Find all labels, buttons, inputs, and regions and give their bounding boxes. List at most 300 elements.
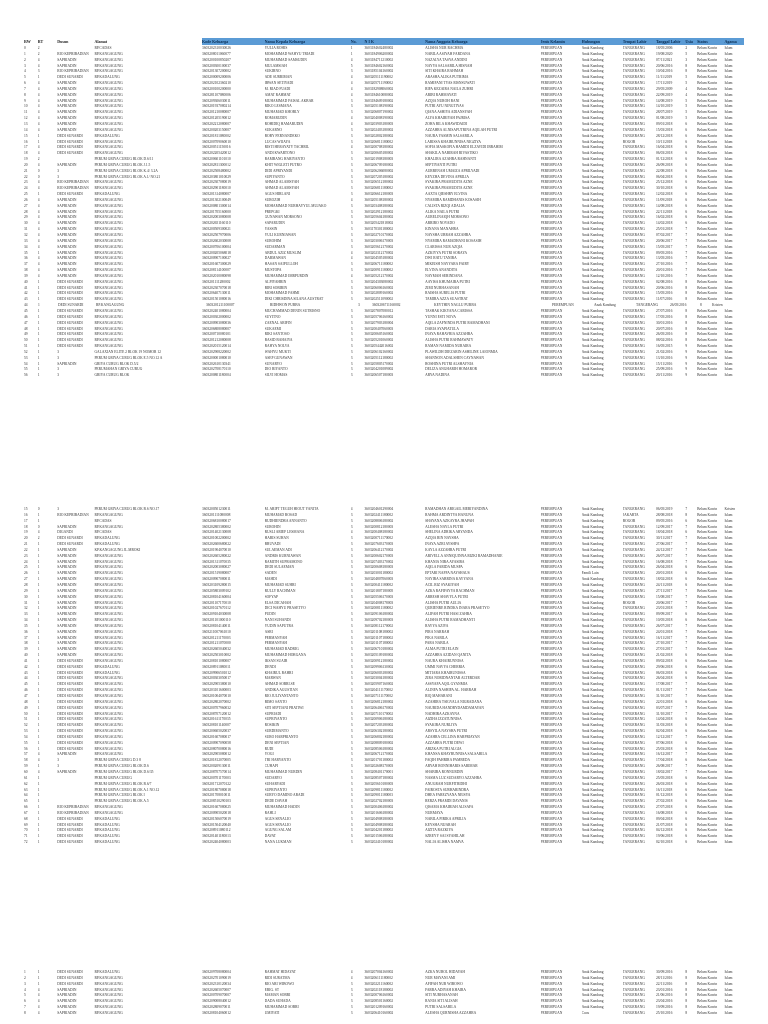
cell-tanggal-lahir: 16/02/2018 [656,215,673,220]
cell-nama-anggota-keluarga: CLARISSA NUR AZQIA [425,244,463,249]
cell-nama-anggota-keluarga: PUTRI AYU NINGTIYAS [425,104,464,109]
cell-usia: 7 [685,641,688,646]
cell-rt: 2 [37,157,40,162]
cell-nama-kepala-keluarga: TRI HARYANTO [264,758,291,763]
cell-tempat-lahir: TANGERANG [622,723,645,728]
cell-rw: 71 [24,834,28,839]
cell-tanggal-lahir: 17/05/2016 [656,314,673,319]
cell-alamat: RP.KANGAGUNG [94,999,123,1004]
cell-hubungan: Anak Kandung [581,86,604,91]
cell-rt: 1 [37,699,40,704]
cell-agama: Islam [724,46,733,50]
cell-dusun: SAPRIADIN [57,635,77,640]
cell-nama-anggota-keluarga: AZZAHRA ALNISAPUTRINA AQILAH PUTRI [425,127,498,132]
cell-agama: Islam [724,145,733,150]
cell-rt: 1 [37,775,40,780]
cell-nik: 3603206711180002 [364,262,393,267]
cell-rw: 38 [24,641,28,646]
cell-status: Belum Kawin [697,145,718,150]
cell-kode-keluarga: 3603202307080019 [202,180,231,185]
cell-status: Belum Kawin [697,262,718,267]
cell-hubungan: Anak Kandung [581,51,604,56]
cell-nama-kepala-keluarga: MUHAMMAD SAMSUDIN [264,57,307,62]
cell-dusun: 3 [57,174,60,179]
cell-no: 3 [350,647,353,652]
cell-no: 3 [350,244,353,249]
cell-rt: 4 [37,238,40,243]
cell-nik: 3603201807180005 [364,588,394,593]
cell-nama-kepala-keluarga: MUHAMMAD SOBRI [264,1005,299,1010]
cell-usia: 6 [685,209,688,214]
cell-agama: Islam [724,110,733,115]
cell-hubungan: Anak Kandung [581,799,604,804]
cell-tanggal-lahir: 30/01/2016 [656,320,673,325]
cell-rw: 33 [24,238,28,243]
cell-rw: 22 [24,547,28,552]
cell-dusun: SAPRIADIN [57,81,77,86]
cell-jenis-kelamin: PEREMPUAN [540,999,563,1004]
cell-jenis-kelamin: PEREMPUAN [540,180,563,185]
cell-nama-anggota-keluarga: AZZAHRA AZIDAN QANITA [425,653,471,658]
cell-agama: Islam [724,63,733,68]
cell-usia: 7 [685,547,688,552]
cell-hubungan: Anak Kandung [581,553,604,558]
cell-nama-kepala-keluarga: HARIS SUHAN [264,536,289,541]
cell-usia: 7 [685,542,688,547]
cell-jenis-kelamin: PEREMPUAN [540,151,563,156]
cell-nik: 3603184609180002 [364,98,394,103]
cell-alamat: RP.KADALUNG [94,834,120,839]
cell-kode-keluarga: 3603206407130011 [202,291,231,296]
cell-kode-keluarga: 3603201314080007 [202,192,231,197]
cell-kode-keluarga: 3603201311070035 [202,559,231,564]
cell-usia: 6 [685,221,688,226]
cell-tanggal-lahir: 08/02/2016 [656,338,673,343]
cell-hubungan: Anak Kandung [581,279,604,284]
cell-hubungan: Anak Kandung [581,559,604,564]
cell-no: 3 [350,676,353,681]
cell-agama: Islam [724,1010,733,1015]
cell-nik: 3603184610080002 [364,92,394,97]
cell-hubungan: Anak Kandung [581,92,604,97]
cell-kode-keluarga: 3603202508480002 [202,168,231,173]
cell-alamat: RP.KADALUNG [94,133,120,138]
cell-hubungan: Anak Kandung [581,139,604,144]
cell-tempat-lahir: TANGERANG [622,186,645,191]
cell-kode-keluarga: 3603201212080008 [202,338,231,343]
cell-agama: Islam [724,588,733,593]
cell-nama-anggota-keluarga: NUR MAYANI AMI [425,975,456,980]
cell-usia: 7 [685,559,688,564]
cell-rt: 1 [37,547,40,552]
cell-nama-kepala-keluarga: MUHAMMAD HORGANA [264,653,307,658]
cell-dusun: RIO KEPRIBADIAN [57,180,89,185]
cell-nik: 3603207004160002 [364,970,394,974]
column-header-hubungan: Hubungan [582,38,623,45]
cell-usia: 6 [685,805,688,810]
cell-jenis-kelamin: PEREMPUAN [540,273,563,278]
cell-rw: 6 [24,999,26,1004]
cell-nama-kepala-keluarga: YULI KURNIAWAN [264,233,297,237]
cell-kode-keluarga: 3603200001080010 [202,355,231,360]
cell-rw: 44 [24,676,28,681]
cell-status: Belum Kawin [697,828,718,833]
cell-tempat-lahir: TANGERANG [622,970,645,974]
cell-agama: Islam [724,553,733,558]
cell-kode-keluarga: 3603208104160004 [202,594,231,599]
cell-nik: 3603204908180002 [364,822,394,827]
cell-nama-anggota-keluarga: TASHAK KIKYANA CARISSA [425,308,473,313]
cell-hubungan: Anak Kandung [581,46,604,50]
cell-rw: 29 [24,588,28,593]
cell-dusun: SAPRIADIN [57,577,77,582]
cell-tempat-lahir: TANGERANG [622,834,645,839]
cell-tanggal-lahir: 26/07/2017 [656,623,673,628]
cell-hubungan: Anak Kandung [581,834,604,839]
cell-rt: 1 [37,658,40,663]
cell-agama: Islam [724,781,733,786]
cell-nama-kepala-keluarga: ADE SURRIMAN [264,75,292,80]
cell-nik: 3603208809180002 [364,740,394,745]
cell-nama-kepala-keluarga: AGUS HIRLANI [264,192,291,197]
cell-nama-anggota-keluarga: SOFIA MASKOFIA HAMIDI ELZAVIDI IBRAHIM [425,145,503,150]
cell-rt: 4 [37,121,40,126]
cell-nik: 3603201701180002 [364,758,394,763]
cell-agama: Islam [724,238,733,243]
cell-tanggal-lahir: 07/11/2021 [656,57,673,62]
cell-jenis-kelamin: PEREMPUAN [540,600,563,605]
cell-tanggal-lahir: 13/10/2016 [656,355,673,360]
cell-usia: 6 [685,151,688,156]
cell-no: 3 [350,705,353,710]
cell-rt: 1 [37,682,40,687]
cell-agama: Islam [724,518,733,523]
cell-hubungan: Anak Kandung [581,758,604,763]
cell-status: Belum Kawin [697,752,718,757]
cell-usia: 6 [685,658,688,663]
cell-nik: 3603205108180002 [364,197,394,202]
cell-jenis-kelamin: PEREMPUAN [540,133,563,138]
cell-rt: 1 [37,822,40,827]
cell-status: Belum Kawin [697,746,718,751]
cell-tempat-lahir: TANGERANG [622,682,645,687]
cell-agama: Islam [724,186,733,191]
cell-nama-anggota-keluarga: YUNNI ESTI NOVA [425,314,456,319]
cell-tempat-lahir: TANGERANG [636,303,659,308]
cell-alamat: RP.KANGAGUNG [94,326,123,331]
cell-nama-kepala-keluarga: SITI SEPTIANI PRATIWI [264,705,304,710]
cell-rt: 4 [37,999,40,1004]
cell-rw: 66 [24,805,28,810]
cell-hubungan: Anak Kandung [581,262,604,267]
cell-no: 3 [350,127,353,132]
cell-tempat-lahir: TANGERANG [622,81,645,86]
cell-tanggal-lahir: 09/05/2016 [656,518,673,523]
cell-rw: 34 [24,618,28,623]
cell-nama-anggota-keluarga: MITIARA KHAIRUNISSA [425,670,466,675]
cell-dusun: SAPRIADIN [57,110,77,115]
cell-hubungan: Anak Kandung [581,121,604,126]
cell-status: Belum Kawin [697,81,718,86]
table-body-middle [24,507,744,846]
cell-kode-keluarga: 3603202015120014 [202,344,231,349]
cell-alamat: GRIYA CURUG BLOK [94,373,130,378]
cell-hubungan: Anak Kandung [581,250,604,255]
cell-hubungan: Anak Kandung [581,670,604,675]
cell-rw: 8 [24,92,26,97]
cell-hubungan: Anak Kandung [581,361,604,366]
cell-kode-keluarga: 3603202901180010 [202,186,231,191]
cell-usia: 4 [685,92,688,97]
cell-hubungan: Anak Kandung [581,81,604,86]
cell-usia: 9 [685,361,688,366]
cell-nama-kepala-keluarga: SUYITNO [264,314,281,319]
cell-status: Belum Kawin [697,139,718,144]
cell-dusun: DEDI SUNARDI [57,694,83,698]
cell-alamat: RP.KANGAGUNG [94,1010,123,1015]
cell-tanggal-lahir: 24/11/2018 [656,582,673,587]
cell-kode-keluarga: 3603200601101010 [202,157,231,162]
cell-nik: 3603170301180002 [364,227,394,232]
cell-nama-kepala-keluarga: MUHAMAD KHOBLY [264,110,300,115]
cell-kode-keluarga: 3603208104060012 [202,1010,231,1015]
cell-alamat: RP.KANGAGUNG [94,729,123,734]
cell-usia: 5 [685,104,688,109]
cell-tempat-lahir: TANGERANG [622,279,645,284]
cell-nik: 3603206512180002 [364,180,394,185]
cell-rt: 1 [37,694,40,698]
cell-nama-kepala-keluarga: PREPGKI [264,209,280,214]
cell-kode-keluarga: 3603201607300029 [202,262,231,267]
cell-rt: 4 [37,752,40,757]
cell-alamat: RP.KANGAGUNG [94,694,123,698]
cell-no: 3 [350,215,353,220]
cell-rt: 1 [37,781,40,786]
cell-nik: 3603206410160002 [364,1010,394,1015]
cell-no: 3 [350,635,353,640]
cell-tempat-lahir: TANGERANG [622,355,645,360]
cell-hubungan: Anak Kandung [581,69,604,74]
cell-rw: 70 [24,828,28,833]
cell-status: Belum Kawin [697,121,718,126]
cell-tempat-lahir: BOGOR [622,518,636,523]
cell-alamat: PERUM GRIYA CURUG BLOK D.6/11 [94,157,154,162]
cell-status: Belum Kawin [697,647,718,652]
cell-dusun: SAPRIADIN [57,92,77,97]
cell-rw: 48 [24,326,28,331]
cell-rw: 39 [24,273,28,278]
cell-rt: 1 [37,553,40,558]
cell-rw: 56 [24,373,28,378]
cell-rt: 1 [37,320,40,325]
cell-nik: 3603200711170002 [364,536,393,541]
cell-kode-keluarga: 3603202651160110 [202,221,231,226]
cell-dusun: SAPRIADIN [57,559,77,564]
cell-agama: Islam [724,291,733,296]
cell-jenis-kelamin: PEREMPUAN [540,769,563,774]
cell-rw: 24 [24,186,28,191]
cell-status: Belum Kawin [697,192,718,197]
cell-agama: Islam [724,981,733,986]
cell-rt: 1 [37,793,40,798]
cell-kode-keluarga: 3603202102360210 [202,81,231,86]
cell-tempat-lahir: TANGERANG [622,145,645,150]
cell-tempat-lahir: TANGERANG [622,752,645,757]
cell-nik: 3603205706160002 [364,314,394,319]
cell-agama: Islam [724,676,733,681]
cell-no: 3 [350,162,353,167]
cell-tanggal-lahir: 26/09/2018 [656,162,673,167]
cell-no: 3 [350,764,353,769]
cell-status: Belum Kawin [697,600,718,605]
cell-no: 4 [350,145,353,150]
cell-no: 3 [350,262,353,267]
cell-rt: 1 [37,970,40,974]
cell-agama: Islam [724,641,733,646]
cell-rt: 0 [37,524,40,529]
cell-no: 3 [350,268,353,273]
cell-status: Belum Kawin [697,197,718,202]
cell-status: Belum Kawin [697,186,718,191]
cell-jenis-kelamin: PEREMPUAN [540,279,563,284]
cell-usia: 8 [685,285,688,290]
cell-kode-keluarga: 3603202809070011 [202,1005,231,1010]
cell-rt: 4 [37,758,40,763]
cell-dusun: SAPRIADIN [57,594,77,599]
cell-nama-kepala-keluarga: BIBI SOBIRIN [264,285,288,290]
cell-hubungan: Anak Kandung [581,810,604,815]
cell-no: 3 [350,233,353,237]
cell-kode-keluarga: 3603202307070018 [202,285,231,290]
cell-rw: 25 [24,565,28,570]
cell-no: 3 [350,775,353,780]
cell-hubungan: Anak Kandung [581,151,604,156]
cell-rt: 1 [37,308,40,313]
cell-status: Belum Kawin [697,320,718,325]
cell-status: Belum Kawin [697,764,718,769]
cell-alamat: RP.KADALUNG [94,840,120,845]
cell-tanggal-lahir: 09/09/2017 [656,612,673,617]
cell-rt: 1 [37,577,40,582]
cell-kode-keluarga: 3603202310030026 [202,46,231,50]
cell-no: 4 [350,197,353,202]
cell-no: 3 [350,594,353,599]
cell-tempat-lahir: TANGERANG [622,676,645,681]
cell-tempat-lahir: TANGERANG [622,297,645,302]
cell-nama-anggota-keluarga: ANUGRAH NURFITRIDHI [425,781,467,786]
cell-agama: Islam [724,582,733,587]
cell-tanggal-lahir: 27/01/2017 [656,647,673,652]
cell-status: Belum Kawin [697,664,718,669]
cell-kode-keluarga: 3603208011060077 [202,51,231,56]
cell-nama-kepala-keluarga: SURDIMANTO [264,729,289,734]
cell-kode-keluarga: 3603200501230011 [202,507,231,511]
cell-nama-kepala-keluarga: RUDI [264,746,274,751]
cell-usia: 8 [685,314,688,319]
cell-nik: 3603205506170003 [364,594,394,599]
cell-usia: 8 [700,303,702,308]
cell-jenis-kelamin: PEREMPUAN [540,975,563,980]
cell-rw: 3 [24,981,26,986]
cell-no: 3 [350,221,353,226]
cell-usia: 8 [685,279,688,284]
cell-tempat-lahir: TANGERANG [622,536,645,541]
cell-dusun: SAPRIADIN [57,612,77,617]
cell-tanggal-lahir: 28/08/2018 [656,512,673,517]
cell-tanggal-lahir: 15/05/2017 [656,244,673,249]
cell-agama: Islam [724,524,733,529]
cell-status: Belum Kawin [697,676,718,681]
cell-alamat: RP.KANGAGUNG [94,641,123,646]
cell-no: 3 [350,769,353,774]
cell-tempat-lahir: TANGERANG [622,215,645,220]
cell-agama: Islam [724,618,733,623]
cell-nik: 3603208806180002 [364,518,394,523]
cell-dusun: SAPRIADIN [57,268,77,273]
cell-rw: 57 [24,752,28,757]
cell-hubungan: Anak Kandung [581,600,604,605]
cell-nama-anggota-keluarga: AAYISA KHUMAIRA PUTRI [425,279,470,284]
cell-nama-kepala-keluarga: SURO HARPRIANTO [264,734,299,739]
cell-alamat: RP.KANGAGUNG [94,723,123,728]
cell-hubungan: Anak Kandung [581,244,604,249]
cell-usia: 6 [685,799,688,804]
cell-rw: 45 [24,308,28,313]
cell-rt: 4 [37,530,40,535]
cell-nama-kepala-keluarga: AHMAD SOBRI.SE [264,682,295,687]
cell-alamat: RP.KANGAGUNG [94,320,123,325]
cell-rt: 1 [37,594,40,599]
cell-status: Belum Kawin [697,203,718,208]
cell-hubungan: Anak Kandung [581,664,604,669]
cell-alamat: GALAXIAN ELITE 2 BLOK 19 NOMOR 12 [94,349,161,354]
cell-kode-keluarga: 3603200903080036 [202,320,231,325]
cell-tanggal-lahir: 27/02/2018 [656,799,673,804]
cell-kode-keluarga: 3603200701170003 [202,775,231,780]
cell-no: 3 [350,840,353,845]
cell-tanggal-lahir: 14/08/2019 [656,98,673,103]
cell-rw: 30 [24,221,28,226]
cell-nik: 3603204505180002 [364,256,394,261]
cell-nik: 3603200408180002 [364,530,394,535]
cell-no: 3 [350,571,353,576]
cell-tanggal-lahir: 14/08/2018 [656,203,673,208]
cell-usia: 5 [685,116,688,121]
cell-rt: 0 [37,507,40,511]
cell-dusun: SAPRIADIN [57,993,77,998]
cell-rw: 23 [24,553,28,558]
cell-kode-keluarga: 3603201712070122 [202,781,231,786]
cell-nama-kepala-keluarga: ELSA DICAHAH [264,600,291,605]
cell-usia: 6 [685,670,688,675]
cell-status: Belum Kawin [697,740,718,745]
cell-tempat-lahir: TANGERANG [622,168,645,173]
cell-tempat-lahir: TANGERANG [622,192,645,197]
cell-alamat: RP.KANGAGUNG [94,297,123,302]
cell-hubungan: Anak Kandung [581,127,604,132]
cell-jenis-kelamin: PEREMPUAN [540,145,563,150]
cell-status: Belum Kawin [697,344,718,349]
cell-jenis-kelamin: PEREMPUAN [540,682,563,687]
cell-hubungan: Anak Kandung [581,215,604,220]
cell-alamat: RP.KANGAGUNG [94,244,123,249]
cell-agama: Islam [724,805,733,810]
cell-nama-kepala-keluarga: SUKARNO [264,127,283,132]
cell-rt: 1 [37,559,40,564]
cell-rt: 1 [37,542,40,547]
cell-alamat: RP.KANGAGUNG [94,629,123,634]
cell-usia: 7 [685,244,688,249]
